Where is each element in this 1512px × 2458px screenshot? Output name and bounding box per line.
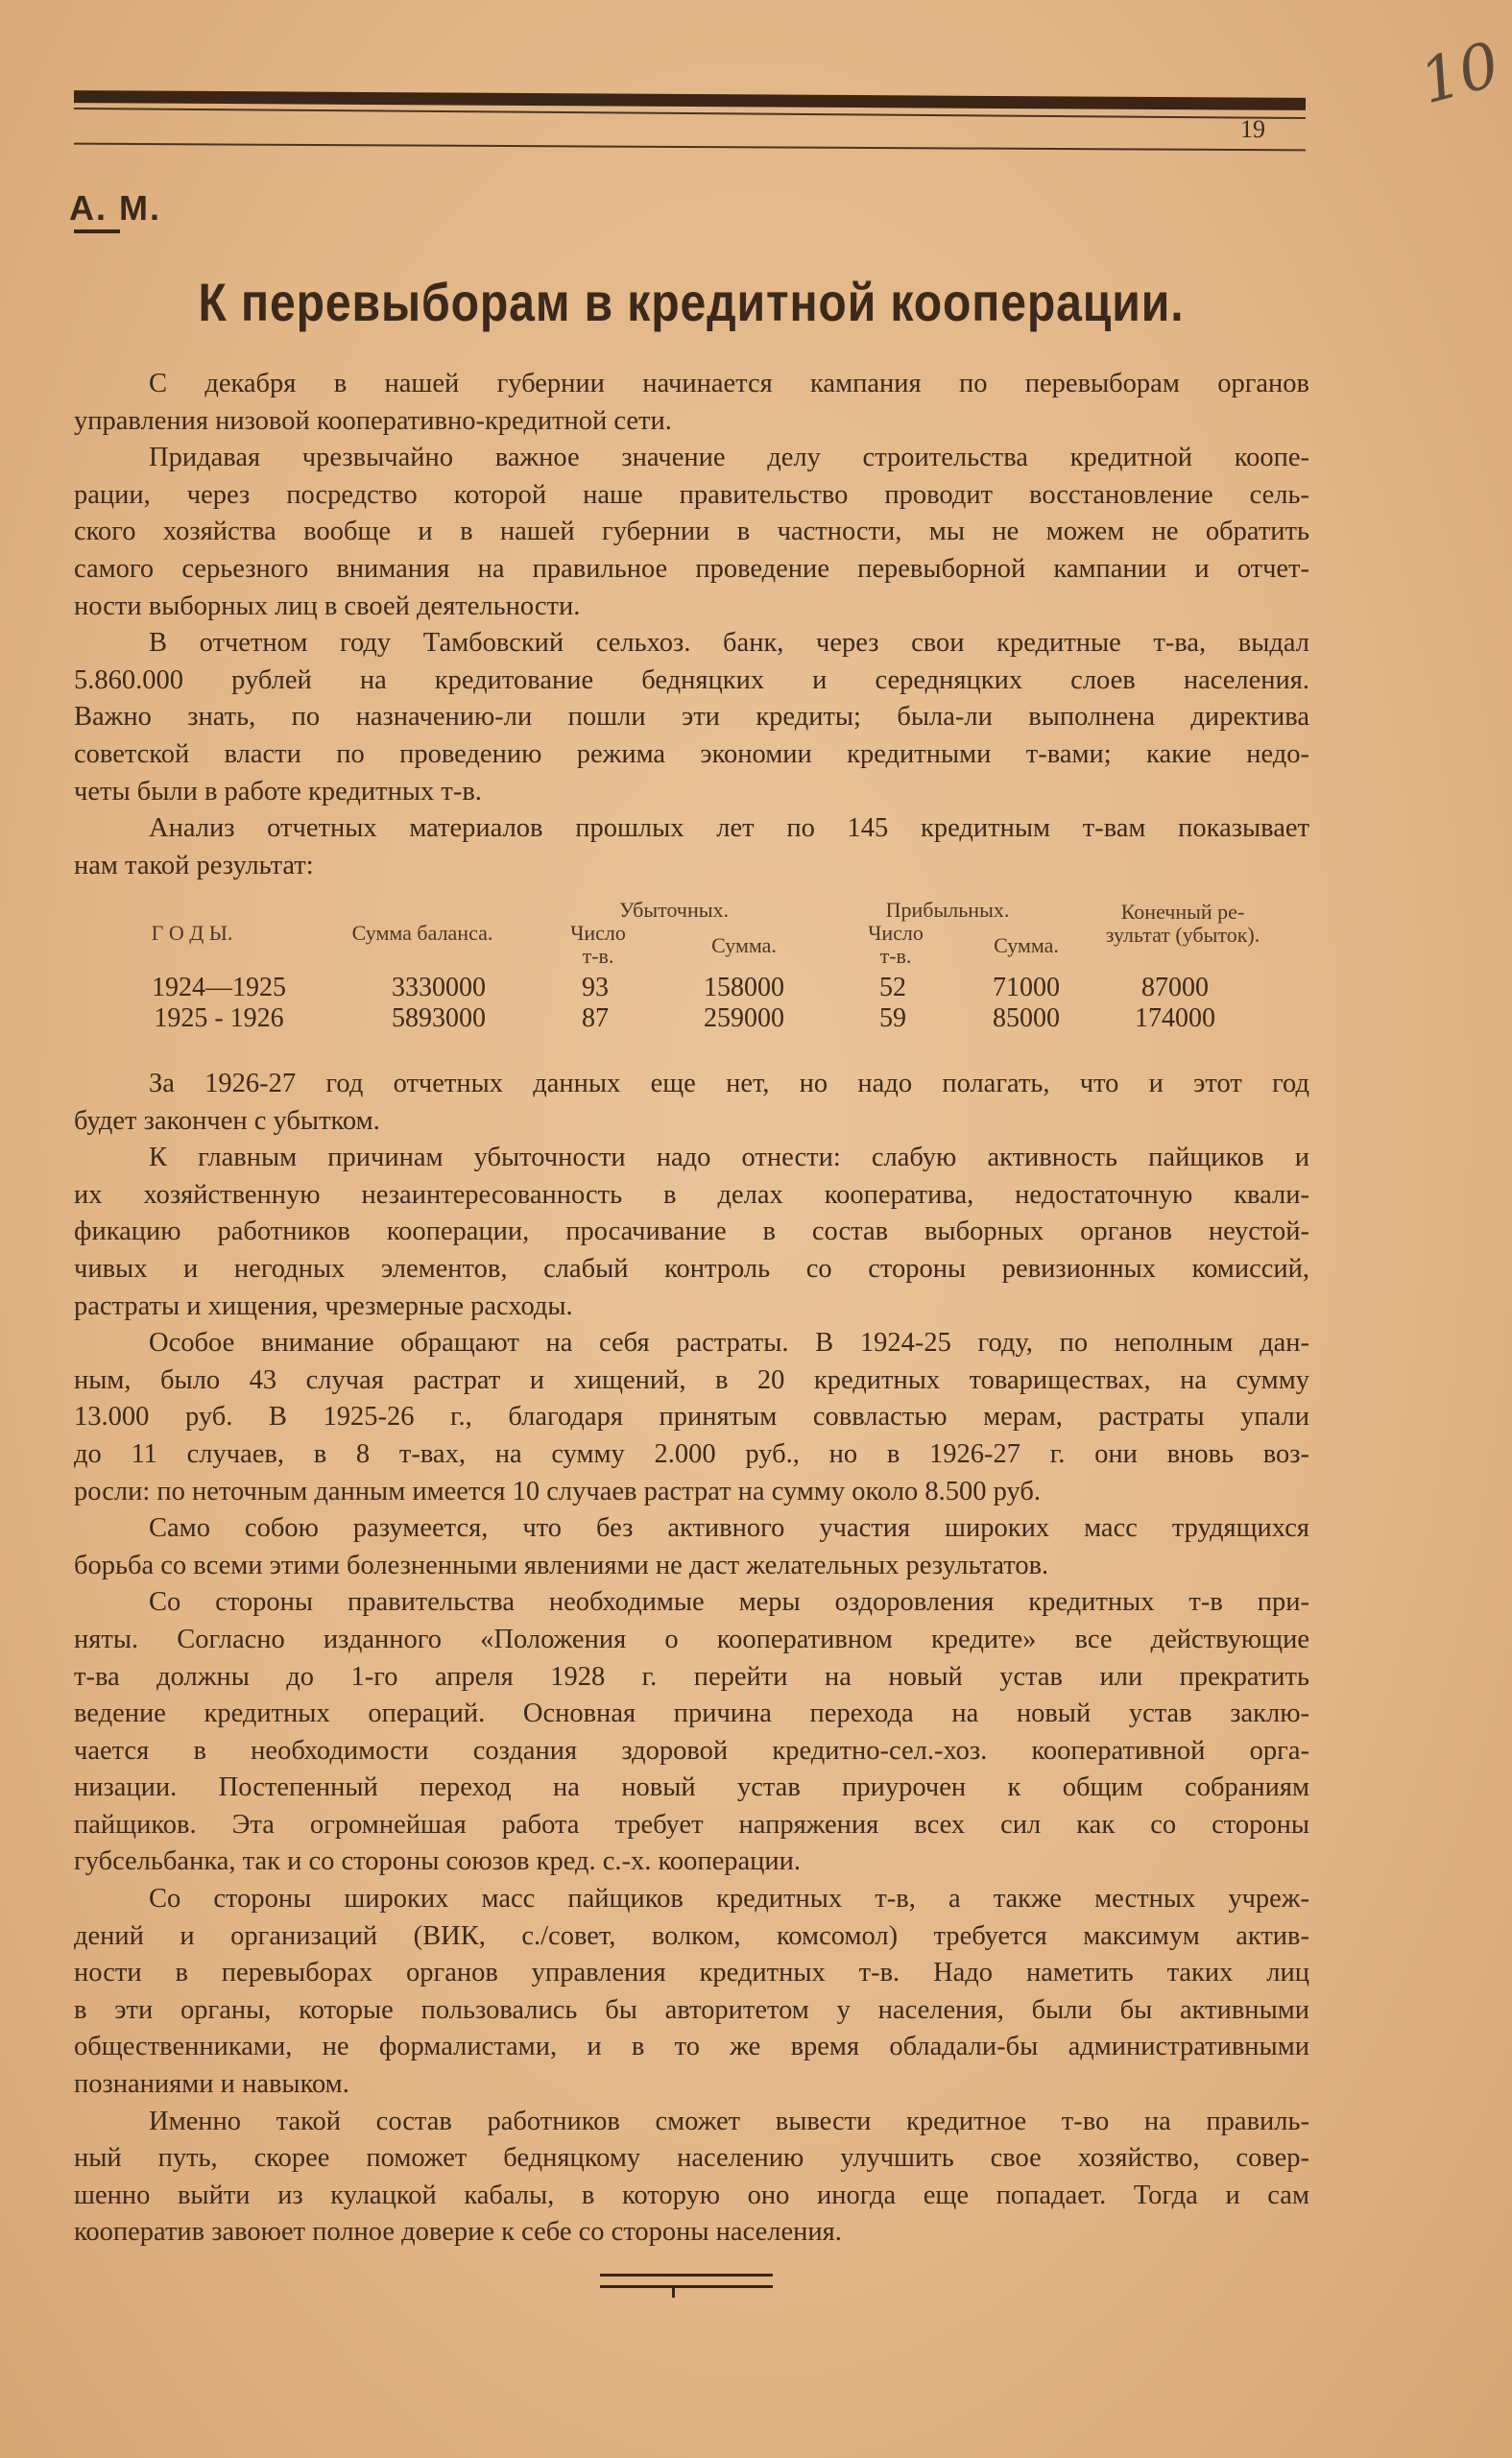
paragraph-line: будет закончен с убытком. [74,1105,380,1136]
paragraph-line: губсельбанка, так и со стороны союзов кред. с.-х. кооперации. [74,1846,802,1877]
paragraph-line: советской власти по проведению режима экономии кредитными т-вами; какие недо- [74,738,1309,769]
paragraph-line: познаниями и навыком. [74,2069,349,2100]
header-rule-bottom [74,143,1306,152]
paragraph-line: ского хозяйства вообще и в нашей губернии в частности, мы не можем не обратить [74,517,1309,547]
th-loss-count: Число т-в. [570,921,626,968]
paragraph-line: самого серьезного внимания на правильное проведение перевыборной кампании и отчет- [74,553,1309,584]
cell-loss-count: 93 [582,973,609,1002]
article-title: К перевыборам в кредитной кооперации. [198,272,1185,332]
paragraph-line: нам такой результат: [74,850,314,880]
end-ornament-line [600,2274,773,2277]
cell-loss-sum: 158000 [704,973,784,1002]
body-before-table [74,366,1309,884]
cell-loss-count: 87 [582,1003,609,1033]
paragraph-line: ности в перевыборах органов управления кредитных т-в. Надо наметить таких лиц [74,1958,1309,1988]
paragraph-line: дений и организаций (ВИК, с./совет, волком, комсомол) требуется максимум актив- [74,1920,1309,1951]
th-loss-sum: Сумма. [711,933,777,957]
cell-result: 87000 [1141,973,1209,1002]
end-ornament-tick [672,2288,675,2298]
paragraph-line: За 1926-27 год отчетных данных еще нет, но надо полагать, что и этот год [149,1069,1309,1098]
header-rule-thick [74,90,1306,110]
cell-years: 1924—1925 [152,973,286,1002]
cell-profit-count: 59 [879,1003,906,1033]
paragraph-line: шенно выйти из кулацкой кабалы, в которую оно иногда еще попадает. Тогда и сам [74,2180,1309,2210]
paragraph-line: Со стороны широких масс пайщиков кредитных т-в, а также местных учреж- [149,1884,1309,1915]
paragraph-line: В отчетном году Тамбовский сельхоз. банк, через свои кредитные т-ва, выдал [149,628,1309,659]
cell-balance: 3330000 [392,973,486,1002]
paragraph-line: рации, через посредство которой наше правительство проводит восстановление сель- [74,479,1309,510]
paragraph-line: низации. Постепенный переход на новый устав приурочен к общим собраниям [74,1772,1309,1803]
cell-result: 174000 [1135,1003,1215,1033]
paragraph-line: кооператив завоюет полное доверие к себе со стороны населения. [74,2217,842,2248]
body-after-table [74,1066,1309,2252]
paragraph-line: чается в необходимости создания здоровой кредитно-сел.-хоз. кооперативной орга- [74,1735,1309,1766]
th-balance: Сумма баланса. [351,921,493,945]
paragraph-line: т-ва должны до 1-го апреля 1928 г. перейти на новый устав или прекратить [74,1661,1309,1692]
paragraph-line: их хозяйственную незаинтересованность в делах кооператива, недостаточную квали- [74,1179,1309,1210]
paragraph-line: Особое внимание обращают на себя растраты. В 1924-25 году, по неполным дан- [149,1328,1309,1359]
paragraph-line: в эти органы, которые пользовались бы авторитетом у населения, были бы активными [74,1994,1309,2025]
cell-profit-sum: 71000 [993,973,1060,1002]
paragraph-line: росли: по неточным данным имеется 10 случаев растрат на сумму около 8.500 руб. [74,1476,1042,1506]
paragraph-line: ный путь, скорее поможет бедняцкому населению улучшить свое хозяйство, совер- [74,2143,1309,2174]
th-profit-group: Прибыльных. [885,898,1010,922]
paragraph-line: до 11 случаев, в 8 т-вах, на сумму 2.000 руб., но в 1926-27 г. они вновь воз- [74,1438,1309,1469]
paragraph-line: ным, было 43 случая растрат и хищений, в 20 кредитных товариществах, на сумму [74,1364,1309,1395]
paragraph-line: Придавая чрезвычайно важное значение делу строительства кредитной коопе- [149,443,1309,473]
paragraph-line: четы были в работе кредитных т-в. [74,776,482,807]
page-number: 19 [1240,115,1265,143]
cell-profit-count: 52 [879,973,906,1002]
paragraph-line: чивых и негодных элементов, слабый контроль со стороны ревизионных комиссий, [74,1253,1309,1284]
paragraph-line: пайщиков. Эта огромнейшая работа требует напряжения всех сил как со стороны [74,1809,1309,1840]
paragraph-line: общественниками, не формалистами, и в то же время обладали-бы административными [74,2032,1309,2062]
paragraph-line: С декабря в нашей губернии начинается кампания по перевыборам органов [149,369,1309,398]
cell-balance: 5893000 [392,1003,486,1033]
paragraph-line: фикацию работников кооперации, просачивание в состав выборных органов неустой- [74,1217,1309,1247]
cell-profit-sum: 85000 [993,1003,1060,1033]
end-ornament-line [600,2285,773,2288]
paragraph-line: Со стороны правительства необходимые меры оздоровления кредитных т-в при- [149,1587,1309,1618]
paragraph-line: борьба со всеми этими болезненными явлениями не даст желательных результатов. [74,1550,1049,1580]
th-years: Г О Д Ы. [151,921,233,945]
paragraph-line: Именно такой состав работников сможет вывести кредитное т-во на правиль- [149,2106,1309,2136]
paragraph-line: Анализ отчетных материалов прошлых лет по 145 кредитным т-вам показывает [149,813,1309,844]
paragraph-line: растраты и хищения, чрезмерные расходы. [74,1290,573,1321]
cell-loss-sum: 259000 [704,1003,784,1033]
th-profit-sum: Сумма. [994,933,1059,957]
header-rule-thin [74,108,1306,119]
paragraph-line: няты. Согласно изданного «Положения о кооперативном кредите» все действующие [74,1624,1309,1654]
handwritten-number: 10 [1412,29,1507,119]
paragraph-line: ведение кредитных операций. Основная причина перехода на новый устав заклю- [74,1699,1309,1729]
paragraph-line: Само собою разумеется, что без активного участия широких масс трудящихся [149,1513,1309,1544]
paragraph-line: К главным причинам убыточности надо отнести: слабую активность пайщиков и [149,1143,1309,1173]
paragraph-line: 13.000 руб. В 1925-26 г., благодаря принятым соввластью мерам, растраты упали [74,1402,1309,1433]
author-underline [74,229,120,233]
th-result: Конечный ре- зультат (убыток). [1105,900,1260,947]
th-profit-count: Число т-в. [868,921,924,968]
paragraph-line: Важно знать, по назначению-ли пошли эти кредиты; была-ли выполнена директива [74,702,1309,733]
author: А. М. [69,188,161,228]
paragraph-line: ности выборных лиц в своей деятельности. [74,590,581,621]
paragraph-line: 5.860.000 рублей на кредитование бедняцких и середняцких слоев населения. [74,664,1309,695]
th-loss-group: Убыточных. [618,898,730,922]
cell-years: 1925 - 1926 [154,1003,284,1033]
paragraph-line: управления низовой кооперативно-кредитной сети. [74,405,672,436]
